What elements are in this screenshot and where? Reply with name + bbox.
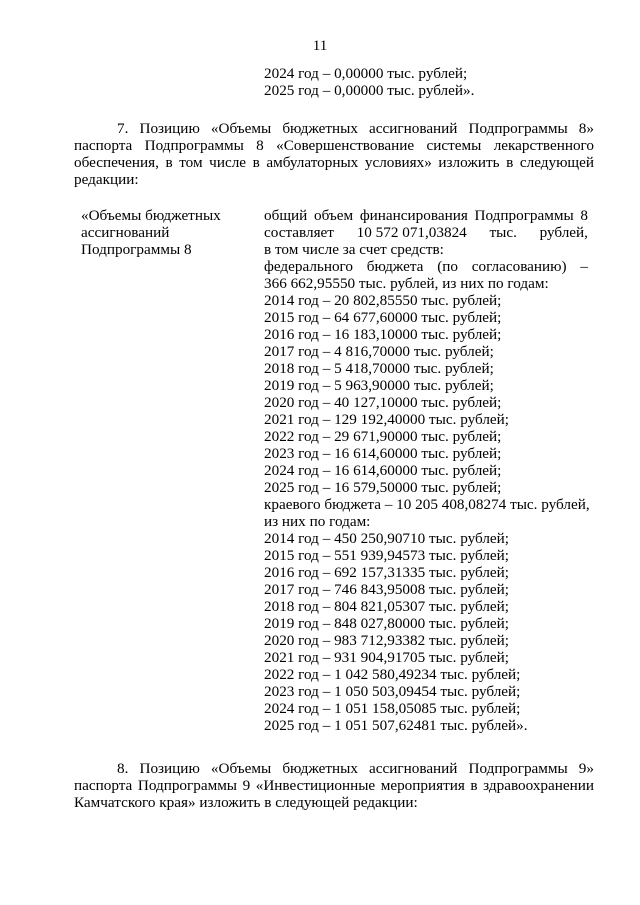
paragraph-8	[74, 760, 594, 811]
paragraph-7	[74, 120, 594, 188]
federal-year-line: 2018 год – 5 418,70000 тыс. рублей;	[264, 360, 494, 377]
position-name-line: ассигнований	[81, 224, 170, 241]
funding-volumes-cell	[264, 207, 588, 734]
federal-year-line: 2024 год – 16 614,60000 тыс. рублей;	[264, 462, 502, 479]
regional-year-line: 2025 год – 1 051 507,62481 тыс. рублей».	[264, 717, 528, 734]
federal-years-list	[264, 292, 588, 496]
word: бюджета	[366, 258, 424, 275]
regional-year-line: 2016 год – 692 157,31335 тыс. рублей;	[264, 564, 509, 581]
federal-year-line: 2019 год – 5 963,90000 тыс. рублей;	[264, 377, 494, 394]
regional-year-line: 2018 год – 804 821,05307 тыс. рублей;	[264, 598, 509, 615]
regional-year-line: 2015 год – 551 939,94573 тыс. рублей;	[264, 547, 509, 564]
regional-budget-total: краевого бюджета – 10 205 408,08274 тыс. рублей,	[264, 496, 590, 513]
regional-years-list	[264, 530, 588, 734]
word: федерального	[264, 258, 353, 275]
regional-year-line: 2019 год – 848 027,80000 тыс. рублей;	[264, 615, 509, 632]
federal-year-line: 2021 год – 129 192,40000 тыс. рублей;	[264, 411, 509, 428]
total-funding-line: общий объем финансирования Подпрограммы 8	[264, 207, 588, 224]
position-name-line: «Объемы бюджетных	[81, 207, 221, 224]
word: –	[580, 258, 588, 275]
federal-year-line: 2020 год – 40 127,10000 тыс. рублей;	[264, 394, 502, 411]
text-line: 2024 год – 0,00000 тыс. рублей;	[264, 65, 468, 82]
word: рублей,	[539, 224, 588, 241]
text-line: 2025 год – 0,00000 тыс. рублей».	[264, 82, 475, 99]
word: тыс.	[489, 224, 517, 241]
previous-section-tail	[264, 65, 474, 99]
position-name-line: Подпрограммы 8	[81, 241, 192, 258]
total-amount: 10 572 071,03824	[356, 224, 467, 241]
regional-year-line: 2014 год – 450 250,90710 тыс. рублей;	[264, 530, 509, 547]
paragraph-7-text: 7. Позицию «Объемы бюджетных ассигнований Подпрограммы 8» паспорта Подпрограммы 8 «Совершенствование системы лекарственного обеспечения, в том числе в амбулаторных условиях» изложить в следующей редакции:	[74, 120, 594, 188]
federal-year-line: 2016 год – 16 183,10000 тыс. рублей;	[264, 326, 502, 343]
regional-budget-intro: из них по годам:	[264, 513, 371, 530]
federal-year-line: 2017 год – 4 816,70000 тыс. рублей;	[264, 343, 494, 360]
position-name-cell	[81, 207, 251, 258]
federal-year-line: 2023 год – 16 614,60000 тыс. рублей;	[264, 445, 502, 462]
federal-budget-total: 366 662,95550 тыс. рублей, из них по годам:	[264, 275, 549, 292]
federal-year-line: 2015 год – 64 677,60000 тыс. рублей;	[264, 309, 502, 326]
federal-year-line: 2022 год – 29 671,90000 тыс. рублей;	[264, 428, 502, 445]
word: (по	[437, 258, 458, 275]
regional-year-line: 2024 год – 1 051 158,05085 тыс. рублей;	[264, 700, 521, 717]
total-funding-amount-line	[264, 224, 588, 241]
regional-year-line: 2017 год – 746 843,95008 тыс. рублей;	[264, 581, 509, 598]
federal-budget-line	[264, 258, 588, 275]
regional-year-line: 2021 год – 931 904,91705 тыс. рублей;	[264, 649, 509, 666]
word: составляет	[264, 224, 334, 241]
paragraph-8-text: 8. Позицию «Объемы бюджетных ассигнований Подпрограммы 9» паспорта Подпрограммы 9 «Инвестиционные мероприятия в здравоохранении Камчатского края» изложить в следующей редакции:	[74, 760, 594, 811]
page-number: 11	[312, 37, 328, 54]
federal-year-line: 2025 год – 16 579,50000 тыс. рублей;	[264, 479, 502, 496]
federal-year-line: 2014 год – 20 802,85550 тыс. рублей;	[264, 292, 502, 309]
word: согласованию)	[471, 258, 567, 275]
regional-year-line: 2020 год – 983 712,93382 тыс. рублей;	[264, 632, 509, 649]
sources-intro: в том числе за счет средств:	[264, 241, 444, 258]
regional-year-line: 2022 год – 1 042 580,49234 тыс. рублей;	[264, 666, 521, 683]
regional-year-line: 2023 год – 1 050 503,09454 тыс. рублей;	[264, 683, 521, 700]
